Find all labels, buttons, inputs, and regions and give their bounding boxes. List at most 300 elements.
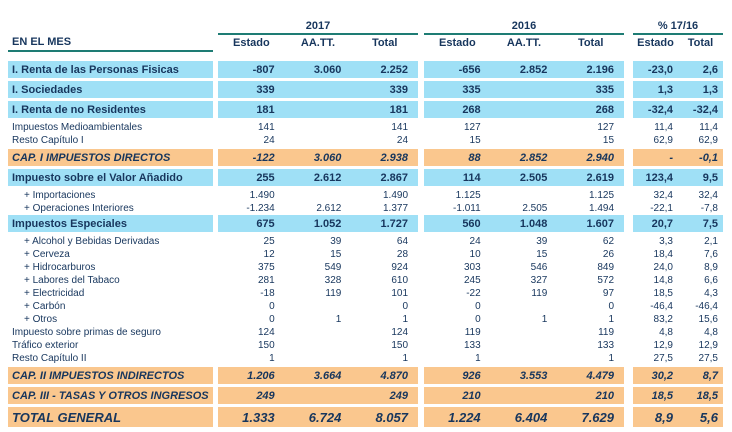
cell-2016-total: 2.196 (586, 63, 615, 76)
group-2016-header (424, 20, 624, 35)
cell-2016-estado: 0 (475, 301, 481, 312)
cell-2017-estado: 339 (256, 83, 275, 96)
row-label: + Operaciones Interiores (24, 203, 134, 214)
cell-2017-aatt: 119 (325, 288, 342, 299)
row-2017-values (218, 262, 418, 273)
row-2016-values (424, 135, 624, 146)
cell-2016-aatt: 2.505 (519, 171, 548, 184)
cell-2016-aatt: 2.505 (522, 203, 548, 214)
row-label: + Importaciones (24, 190, 96, 201)
cell-2017-estado: 375 (257, 262, 275, 273)
header-columns-row (8, 34, 732, 52)
cell-2017-estado: 1.333 (242, 409, 275, 425)
row-pct-values (633, 61, 723, 78)
row-label: CAP. II IMPUESTOS INDIRECTOS (8, 367, 213, 384)
cell-2016-aatt (491, 301, 558, 312)
cell-2017-estado: -1.234 (246, 203, 275, 214)
cell-pct-total: -7,8 (700, 203, 718, 214)
cell-2017-aatt: 2.612 (316, 203, 342, 214)
cell-2016-total: 268 (595, 103, 615, 116)
cell-2016-total: 1.125 (588, 190, 615, 201)
row-2017-values (218, 135, 418, 146)
cell-pct-estado: - (669, 151, 673, 164)
col-2017-aatt: AA.TT. (300, 37, 336, 49)
row-2017-values (218, 81, 418, 98)
row-2017-values (218, 288, 418, 299)
cell-2016-total: 849 (597, 262, 615, 273)
cell-pct-estado: -46,4 (650, 301, 673, 312)
row-2017-values (218, 249, 418, 260)
cell-2016-estado: 335 (462, 83, 481, 96)
cell-pct-estado: 83,2 (653, 314, 673, 325)
cell-2017-estado: 675 (256, 217, 275, 230)
row-2016-values (424, 122, 624, 133)
cell-2017-total: 101 (391, 288, 409, 299)
cell-pct-total: 4,3 (704, 288, 718, 299)
row-pct-values (633, 215, 723, 232)
table-row (8, 149, 732, 166)
cell-2016-total: 4.479 (586, 369, 615, 382)
row-pct-values (633, 301, 723, 312)
row-header-label: EN EL MES (8, 34, 213, 52)
cell-pct-estado: 62,9 (653, 135, 673, 146)
cell-2016-estado: 24 (469, 236, 481, 247)
cell-pct-total: -32,4 (692, 103, 718, 116)
cell-2017-estado: 150 (257, 340, 275, 351)
cell-2016-estado: 119 (464, 327, 481, 338)
cell-2016-estado: -656 (458, 63, 481, 76)
cell-2017-total: 2.867 (380, 171, 409, 184)
cell-2017-aatt (285, 327, 352, 338)
cell-2017-total: 249 (389, 389, 409, 402)
cell-2017-aatt (285, 340, 352, 351)
cell-2017-aatt: 3.060 (313, 151, 342, 164)
col-2017-total: Total (371, 37, 398, 49)
cell-pct-estado: 18,4 (653, 249, 673, 260)
cell-2016-aatt: 2.852 (519, 151, 548, 164)
row-label: I. Renta de las Personas Fisicas (8, 61, 213, 78)
row-pct-values (633, 288, 723, 299)
cell-2016-total: 0 (608, 301, 615, 312)
table-row (8, 169, 732, 186)
table-row (8, 339, 732, 352)
row-2016-values (424, 61, 624, 78)
row-pct-values (633, 81, 723, 98)
cell-2016-aatt (491, 340, 558, 351)
row-2016-values (424, 169, 624, 186)
cell-2016-estado: 268 (462, 103, 481, 116)
row-2017-values (218, 367, 418, 384)
table-row (8, 300, 732, 313)
cell-2016-estado: 15 (469, 135, 481, 146)
table-row (8, 407, 732, 427)
cell-2016-total: 1 (608, 314, 615, 325)
cell-pct-estado: 27,5 (653, 353, 673, 364)
cell-2016-total: 1.607 (586, 217, 615, 230)
cell-pct-estado: 14,8 (653, 275, 673, 286)
cell-2017-total: 141 (391, 122, 409, 133)
group-2017-header (218, 20, 418, 35)
table-row (8, 61, 732, 78)
cell-pct-total: 8,9 (704, 262, 718, 273)
cell-2016-estado: 0 (475, 314, 481, 325)
row-2017-values (218, 101, 418, 118)
row-pct-values (633, 327, 723, 338)
cell-2017-estado: 181 (256, 103, 275, 116)
row-2017-values (218, 353, 418, 364)
table-row (8, 287, 732, 300)
row-label: + Hidrocarburos (24, 262, 96, 273)
row-2016-values (424, 327, 624, 338)
cell-2016-estado: 1.224 (448, 409, 481, 425)
cell-2016-aatt: 2.852 (519, 63, 548, 76)
col-2016-estado: Estado (438, 37, 476, 49)
cell-2017-aatt: 1.052 (313, 217, 342, 230)
table-row (8, 189, 732, 202)
group-pct-header (633, 20, 723, 35)
row-2016-values (424, 81, 624, 98)
row-label: Impuestos Especiales (8, 215, 213, 232)
cell-2017-aatt: 6.724 (308, 409, 342, 425)
cell-2016-total: 1.494 (588, 203, 615, 214)
cell-2016-aatt: 3.553 (519, 369, 548, 382)
row-pct-values (633, 340, 723, 351)
row-2017-values (218, 61, 418, 78)
row-label: Impuesto sobre primas de seguro (12, 327, 161, 338)
row-2016-values (424, 101, 624, 118)
cell-pct-estado: 12,9 (653, 340, 673, 351)
cell-2016-total: 15 (602, 135, 615, 146)
table-row (8, 202, 732, 215)
cell-2017-estado: 25 (263, 236, 275, 247)
header-years-row (8, 20, 732, 34)
cell-2017-aatt (285, 190, 352, 201)
row-2016-values (424, 288, 624, 299)
cell-2016-total: 97 (602, 288, 615, 299)
table-row (8, 134, 732, 147)
cell-2016-estado: 560 (462, 217, 481, 230)
cell-2016-total: 572 (597, 275, 615, 286)
cell-pct-estado: 8,9 (654, 409, 673, 425)
row-2017-values (218, 190, 418, 201)
table-row (8, 367, 732, 384)
cell-2017-total: 1 (402, 353, 409, 364)
row-label: + Cerveza (24, 249, 70, 260)
cell-pct-total: 8,7 (702, 369, 718, 382)
cell-2016-aatt: 327 (530, 275, 548, 286)
cell-2017-total: 1.490 (382, 190, 409, 201)
cell-2016-total: 26 (602, 249, 615, 260)
row-label: Resto Capítulo II (12, 353, 87, 364)
table-body (8, 61, 732, 427)
cell-pct-total: 27,5 (698, 353, 718, 364)
cell-2017-aatt: 549 (324, 262, 342, 273)
row-2016-values (424, 203, 624, 214)
cell-pct-estado: 1,3 (657, 83, 673, 96)
row-2016-values (424, 236, 624, 247)
cell-pct-estado: 24,0 (653, 262, 673, 273)
cell-2016-total: 335 (595, 83, 615, 96)
cell-2017-total: 4.870 (380, 369, 409, 382)
cell-2017-total: 0 (402, 301, 409, 312)
cell-2017-estado: 255 (256, 171, 275, 184)
cell-2017-total: 28 (396, 249, 409, 260)
row-pct-values (633, 367, 723, 384)
cell-2016-aatt: 119 (531, 288, 548, 299)
row-label: + Alcohol y Bebidas Derivadas (24, 236, 160, 247)
col-2016-aatt: AA.TT. (506, 37, 542, 49)
cell-2017-estado: 0 (269, 314, 275, 325)
year-2016-label: 2016 (424, 20, 624, 35)
cell-pct-total: -0,1 (699, 151, 718, 164)
cell-2016-aatt (491, 190, 558, 201)
group-2016-columns (424, 37, 624, 49)
cell-2016-aatt (491, 135, 558, 146)
row-label: + Carbón (24, 301, 66, 312)
cell-2016-estado: 303 (463, 262, 481, 273)
row-2017-values (218, 149, 418, 166)
cell-2016-aatt: 1.048 (519, 217, 548, 230)
row-label: CAP. I IMPUESTOS DIRECTOS (8, 149, 213, 166)
cell-2016-estado: 127 (463, 122, 481, 133)
cell-2017-total: 2.252 (380, 63, 409, 76)
row-2016-values (424, 301, 624, 312)
row-2017-values (218, 314, 418, 325)
row-2017-values (218, 407, 418, 427)
cell-2016-estado: 1.125 (455, 190, 481, 201)
cell-2016-aatt: 6.404 (514, 409, 548, 425)
row-2016-values (424, 353, 624, 364)
row-2017-values (218, 340, 418, 351)
row-label: + Labores del Tabaco (24, 275, 120, 286)
row-pct-values (633, 203, 723, 214)
row-label: I. Sociedades (8, 81, 213, 98)
cell-2016-total: 127 (597, 122, 615, 133)
row-2017-values (218, 215, 418, 232)
row-label: Resto Capítulo I (12, 135, 84, 146)
table-row (8, 81, 732, 98)
cell-2017-total: 64 (396, 236, 409, 247)
cell-2017-total: 1.377 (382, 203, 409, 214)
cell-pct-total: 9,5 (702, 171, 718, 184)
row-pct-values (633, 407, 723, 427)
cell-pct-estado: 20,7 (651, 217, 673, 230)
cell-pct-estado: 4,8 (659, 327, 673, 338)
row-label: TOTAL GENERAL (8, 407, 213, 427)
cell-2017-total: 610 (391, 275, 409, 286)
row-pct-values (633, 122, 723, 133)
cell-2017-total: 924 (391, 262, 409, 273)
col-pct-total: Total (687, 37, 714, 49)
row-pct-values (633, 135, 723, 146)
row-pct-values (633, 190, 723, 201)
cell-pct-total: -46,4 (695, 301, 718, 312)
row-label: I. Renta de no Residentes (8, 101, 213, 118)
row-2016-values (424, 387, 624, 404)
cell-2017-total: 24 (396, 135, 409, 146)
cell-2016-aatt (491, 122, 558, 133)
cell-2016-total: 210 (595, 389, 615, 402)
cell-pct-estado: -22,1 (650, 203, 673, 214)
year-2017-label: 2017 (218, 20, 418, 35)
cell-2017-estado: 12 (263, 249, 275, 260)
cell-pct-estado: 11,4 (654, 122, 673, 133)
header-body-spacer (8, 52, 732, 61)
cell-pct-total: 2,6 (702, 63, 718, 76)
row-2016-values (424, 275, 624, 286)
cell-pct-total: 18,5 (696, 389, 718, 402)
row-label: + Otros (24, 314, 58, 325)
cell-pct-estado: 18,5 (651, 389, 673, 402)
row-pct-values (633, 149, 723, 166)
pct-17-16-label: % 17/16 (633, 20, 723, 35)
cell-2017-estado: 141 (257, 122, 275, 133)
row-2017-values (218, 327, 418, 338)
row-pct-values (633, 314, 723, 325)
cell-2016-estado: 88 (468, 151, 481, 164)
cell-2016-aatt: 15 (536, 249, 548, 260)
cell-2016-aatt (491, 353, 558, 364)
cell-2017-total: 8.057 (375, 409, 409, 425)
row-2016-values (424, 249, 624, 260)
cell-2017-total: 124 (391, 327, 409, 338)
row-2016-values (424, 314, 624, 325)
row-pct-values (633, 169, 723, 186)
row-label: Impuestos Medioambientales (12, 122, 143, 133)
cell-2017-estado: 1.206 (247, 369, 275, 382)
cell-pct-estado: 18,5 (653, 288, 673, 299)
table-row (8, 261, 732, 274)
cell-pct-total: 6,6 (704, 275, 718, 286)
cell-2017-estado: 1.490 (249, 190, 275, 201)
cell-2016-aatt: 39 (536, 236, 548, 247)
cell-2017-estado: 249 (256, 389, 275, 402)
row-2016-values (424, 367, 624, 384)
table-row (8, 313, 732, 326)
cell-pct-total: 7,5 (702, 217, 718, 230)
table-row (8, 326, 732, 339)
row-2016-values (424, 215, 624, 232)
cell-2017-estado: 0 (269, 301, 275, 312)
cell-2016-estado: 114 (462, 171, 481, 184)
group-pct-columns (633, 37, 723, 49)
cell-2016-estado: 210 (462, 389, 481, 402)
row-2017-values (218, 236, 418, 247)
row-pct-values (633, 101, 723, 118)
cell-2016-estado: -22 (466, 288, 481, 299)
table-row (8, 352, 732, 365)
row-label: Tráfico exterior (12, 340, 79, 351)
row-2017-values (218, 275, 418, 286)
cell-pct-total: 15,6 (698, 314, 718, 325)
cell-pct-estado: 123,4 (645, 171, 673, 184)
cell-pct-total: 7,6 (704, 249, 718, 260)
cell-pct-total: 4,8 (704, 327, 718, 338)
row-label: + Electricidad (24, 288, 85, 299)
cell-2017-estado: -18 (260, 288, 275, 299)
col-2017-estado: Estado (232, 37, 270, 49)
cell-pct-estado: 30,2 (651, 369, 673, 382)
cell-2017-aatt: 15 (330, 249, 342, 260)
cell-2017-total: 2.938 (380, 151, 409, 164)
cell-pct-total: 32,4 (698, 190, 718, 201)
cell-2016-estado: 245 (463, 275, 481, 286)
cell-pct-estado: 32,4 (653, 190, 673, 201)
row-2016-values (424, 190, 624, 201)
cell-2017-total: 181 (389, 103, 409, 116)
cell-2016-total: 119 (598, 327, 615, 338)
cell-2017-aatt (285, 301, 352, 312)
cell-2017-aatt (285, 135, 352, 146)
cell-2017-estado: 1 (269, 353, 275, 364)
cell-2017-estado: -122 (252, 151, 275, 164)
row-2016-values (424, 262, 624, 273)
cell-pct-total: 62,9 (698, 135, 718, 146)
table-row (8, 101, 732, 118)
cell-2017-total: 150 (391, 340, 409, 351)
row-2017-values (218, 387, 418, 404)
cell-2017-total: 1.727 (380, 217, 409, 230)
cell-pct-estado: 3,3 (659, 236, 673, 247)
row-2017-values (218, 301, 418, 312)
row-2017-values (218, 203, 418, 214)
cell-2016-aatt (491, 327, 558, 338)
cell-2017-total: 1 (402, 314, 409, 325)
cell-2016-total: 2.619 (586, 171, 615, 184)
col-2016-total: Total (577, 37, 604, 49)
cell-2016-total: 133 (597, 340, 615, 351)
row-2017-values (218, 169, 418, 186)
table-row (8, 121, 732, 134)
cell-2016-total: 7.629 (581, 409, 615, 425)
cell-2017-aatt (285, 122, 352, 133)
row-pct-values (633, 353, 723, 364)
cell-2016-estado: 133 (463, 340, 481, 351)
cell-pct-total: 12,9 (698, 340, 718, 351)
row-label: Impuesto sobre el Valor Añadido (8, 169, 213, 186)
cell-2017-aatt: 2.612 (313, 171, 342, 184)
cell-pct-total: 11,4 (699, 122, 718, 133)
cell-2017-estado: 281 (257, 275, 275, 286)
cell-2017-aatt: 3.664 (313, 369, 342, 382)
group-2017-columns (218, 37, 418, 49)
cell-2016-estado: -1.011 (453, 203, 481, 214)
cell-2017-aatt: 1 (335, 314, 342, 325)
cell-2016-total: 1 (608, 353, 615, 364)
row-2016-values (424, 149, 624, 166)
table-row (8, 387, 732, 404)
row-pct-values (633, 262, 723, 273)
cell-2016-total: 62 (602, 236, 615, 247)
table-row (8, 235, 732, 248)
cell-2016-estado: 1 (475, 353, 481, 364)
cell-2017-aatt: 39 (330, 236, 342, 247)
cell-2017-estado: 124 (257, 327, 275, 338)
cell-pct-estado: -23,0 (647, 63, 673, 76)
cell-2016-aatt: 546 (530, 262, 548, 273)
row-pct-values (633, 249, 723, 260)
col-pct-estado: Estado (637, 37, 674, 49)
table-row (8, 215, 732, 232)
row-pct-values (633, 236, 723, 247)
cell-2017-total: 339 (389, 83, 409, 96)
cell-2017-aatt: 328 (324, 275, 342, 286)
table-row (8, 274, 732, 287)
cell-2016-aatt: 1 (541, 314, 548, 325)
cell-2017-estado: -807 (252, 63, 275, 76)
row-2017-values (218, 122, 418, 133)
cell-2017-aatt: 3.060 (313, 63, 342, 76)
